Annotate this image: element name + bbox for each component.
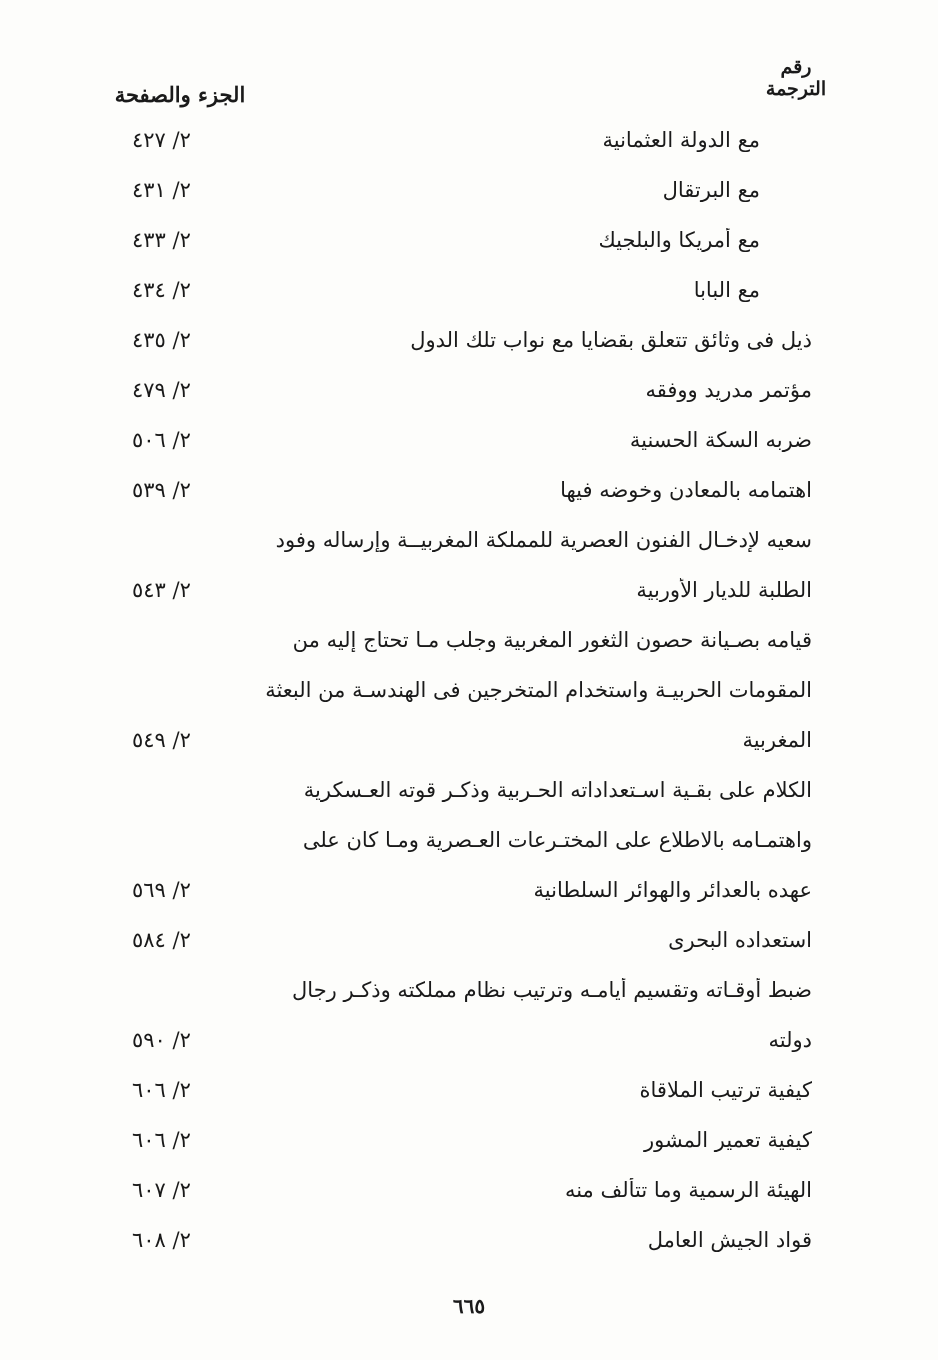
index-entry-text: مؤتمر مدريد ووفقه [645, 378, 812, 402]
index-entry-ref: ٢/ ٥٦٩ [132, 878, 191, 902]
index-entry-text: الكلام على بقـية اسـتعداداته الحـربية وذكـر قوته العـسكرية [303, 778, 812, 802]
index-entry-text: مع البرتقال [662, 178, 760, 202]
index-entry-text: كيفية ترتيب الملاقاة [639, 1078, 812, 1102]
index-entry-ref: ٢/ ٦٠٧ [132, 1178, 191, 1202]
index-entry-text: الطلبة للديار الأوربية [636, 578, 812, 602]
index-entry-text: مع البابا [693, 278, 760, 302]
index-entry-text: مع أمريكا والبلجيك [598, 228, 760, 252]
index-entry-ref: ٢/ ٥٩٠ [132, 1028, 191, 1052]
index-entry-ref: ٢/ ٤٣٥ [132, 328, 191, 352]
header-translation-number [756, 56, 836, 100]
index-entry-ref: ٢/ ٥٣٩ [132, 478, 191, 502]
index-entry-text: المغربية [742, 728, 812, 752]
index-entry-text: مع الدولة العثمانية [602, 128, 760, 152]
index-entry-text: استعداده البحرى [668, 928, 812, 952]
index-entry-text: واهتمـامه بالاطلاع على المختـرعات العـصرية ومـا كان على [302, 828, 812, 852]
index-entry-ref: ٢/ ٥٤٣ [132, 578, 191, 602]
index-entry-text: ضربه السكة الحسنية [629, 428, 812, 452]
index-entry-ref: ٢/ ٥٤٩ [132, 728, 191, 752]
index-entry-text: ضبط أوقـاته وتقسيم أيامـه وترتيب نظام مملكته وذكـر رجال [292, 978, 812, 1002]
index-entry-ref: ٢/ ٦٠٨ [132, 1228, 191, 1252]
header-right-line2: الترجمة [765, 78, 827, 100]
index-entry-ref: ٢/ ٤٢٧ [132, 128, 191, 152]
index-entry-text: دولته [768, 1028, 812, 1052]
index-entry-ref: ٢/ ٤٣٣ [132, 228, 191, 252]
index-entry-text: عهده بالعدائر والهوائر السلطانية [533, 878, 812, 902]
index-entry-text: اهتمامه بالمعادن وخوضه فيها [560, 478, 812, 502]
index-entry-text: قيامه بصـيانة حصون الثغور المغربية وجلب مـا تحتاج إليه من [292, 628, 812, 652]
index-entry-text: الهيئة الرسمية وما تتألف منه [564, 1178, 812, 1202]
index-entry-ref: ٢/ ٥٨٤ [132, 928, 191, 952]
index-entry-ref: ٢/ ٦٠٦ [132, 1128, 191, 1152]
index-entry-text: سعيه لإدخـال الفنون العصرية للمملكة المغربيــة وإرساله وفود [275, 528, 812, 552]
index-entry-text: ذيل فى وثائق تتعلق بقضايا مع نواب تلك الدول [410, 328, 812, 352]
index-entry-ref: ٢/ ٥٠٦ [132, 428, 191, 452]
page-number: ٦٦٥ [452, 1294, 486, 1318]
index-entry-ref: ٢/ ٦٠٦ [132, 1078, 191, 1102]
index-entry-text: قواد الجيش العامل [647, 1228, 812, 1252]
index-entry-ref: ٢/ ٤٧٩ [132, 378, 191, 402]
index-entry-ref: ٢/ ٤٣٤ [132, 278, 191, 302]
index-entry-text: كيفية تعمير المشور [643, 1128, 812, 1152]
index-entry-text: المقومات الحربيـة واستخدام المتخرجين فى الهندسـة من البعثة [265, 678, 812, 702]
header-volume-page: الجزء والصفحة [114, 82, 246, 107]
header-right-line1: رقم [780, 56, 812, 78]
index-entry-ref: ٢/ ٤٣١ [132, 178, 191, 202]
